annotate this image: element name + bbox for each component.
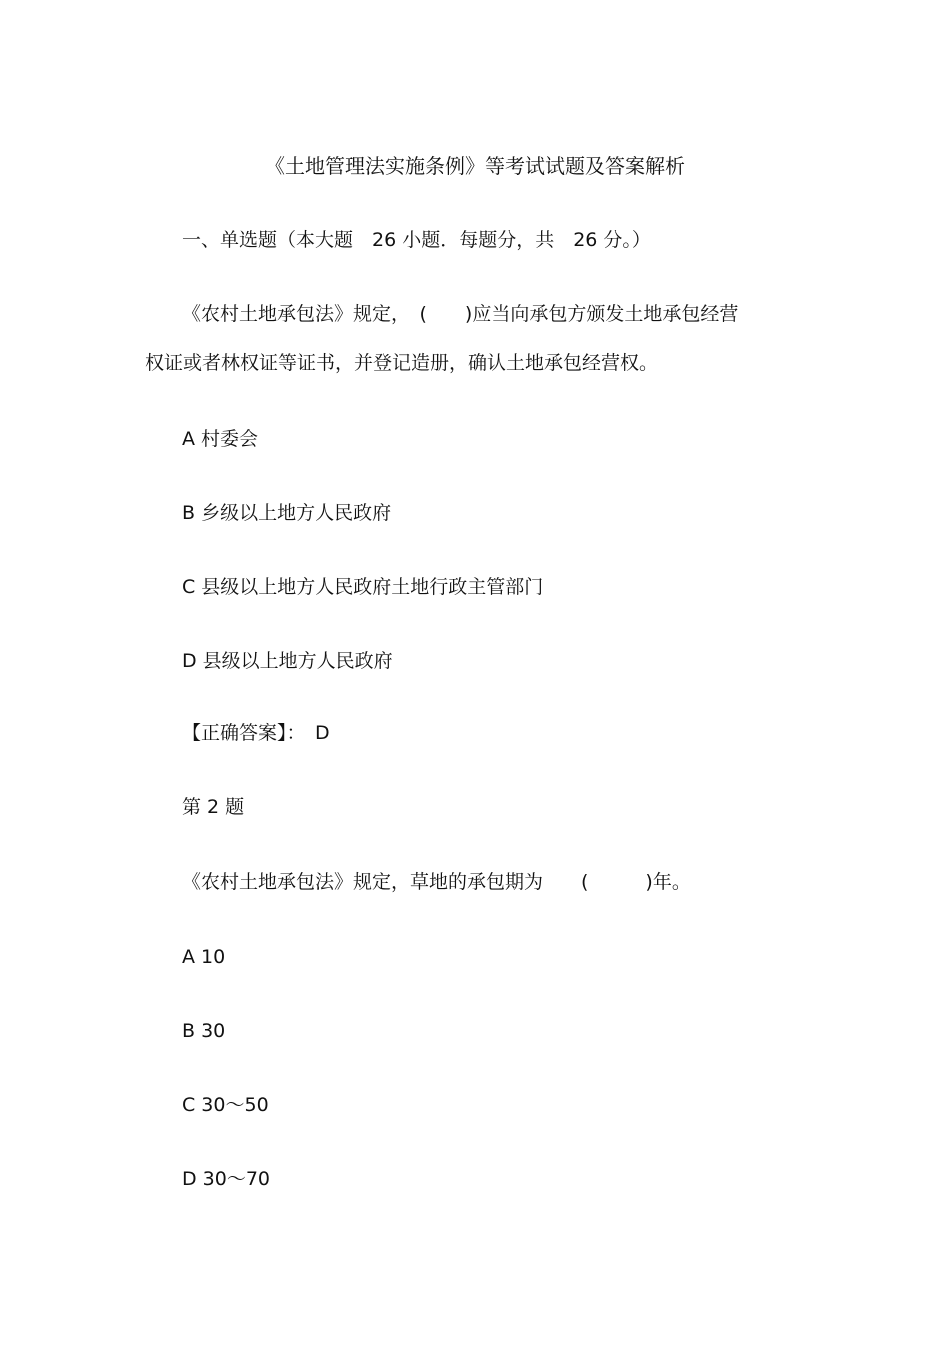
section-heading: 一、单选题（本大题 26 小题．每题分，共 26 分。） [182, 229, 651, 251]
question-2-option-d: D 30～70 [182, 1168, 271, 1190]
question-2-option-a: A 10 [182, 946, 226, 968]
question-2-number: 第 2 题 [182, 796, 245, 818]
question-1-option-a: A 村委会 [182, 428, 259, 450]
question-2-option-c: C 30～50 [182, 1094, 269, 1116]
question-2-stem-line1: 《农村土地承包法》规定，草地的承包期为 ( )年。 [182, 871, 691, 893]
question-2-option-b: B 30 [182, 1020, 226, 1042]
question-1-stem-line1: 《农村土地承包法》规定， ( )应当向承包方颁发土地承包经营 [182, 303, 739, 325]
question-1-option-b: B 乡级以上地方人民政府 [182, 502, 392, 524]
question-1-option-c: C 县级以上地方人民政府土地行政主管部门 [182, 576, 544, 598]
question-1-option-d: D 县级以上地方人民政府 [182, 650, 393, 672]
question-1-stem-line2: 权证或者林权证等证书，并登记造册，确认土地承包经营权。 [145, 352, 659, 374]
question-1-answer: 【正确答案】： D [182, 722, 330, 744]
document-title: 《土地管理法实施条例》等考试试题及答案解析 [265, 154, 685, 178]
